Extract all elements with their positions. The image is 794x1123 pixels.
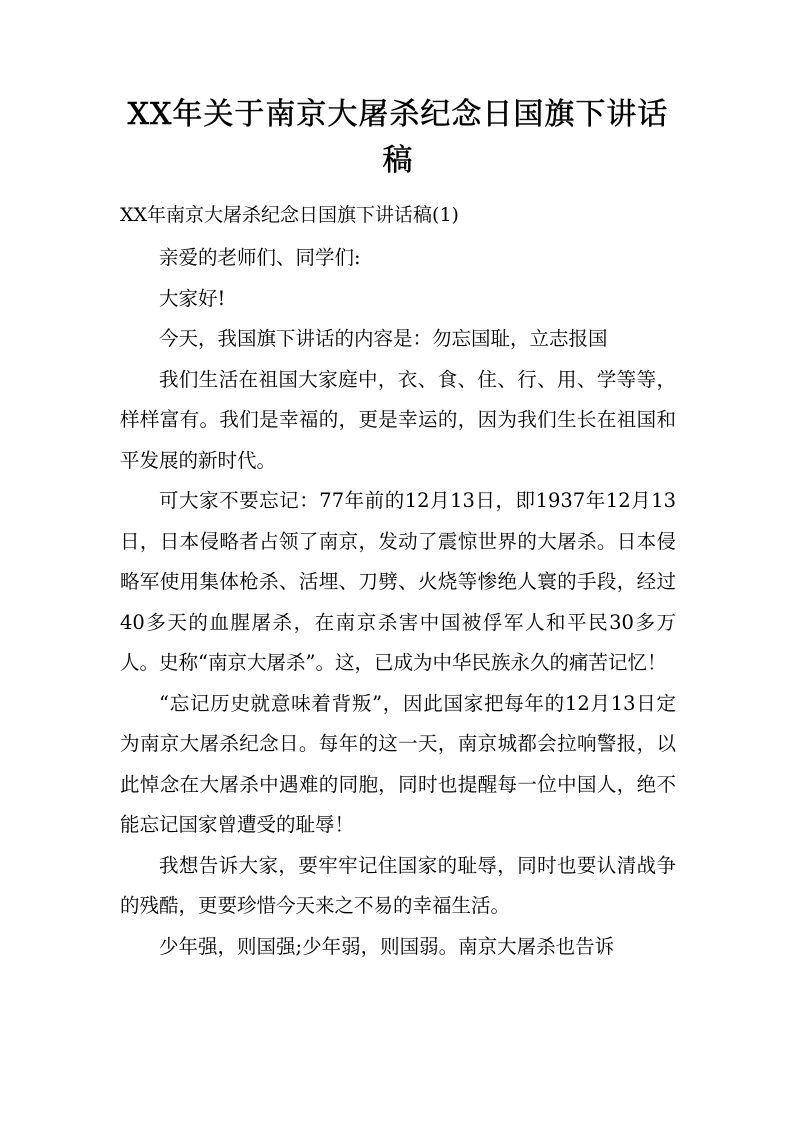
document-subtitle: XX年南京大屠杀纪念日国旗下讲话稿(1) — [120, 204, 459, 226]
paragraph-greeting-hello: 大家好! — [159, 286, 226, 310]
paragraph-happy-life: 我们生活在祖国大家庭中，衣、食、住、行、用、学等等，样样富有。我们是幸福的，更是幸运的，因为我们生长在祖国和平发展的新时代。 — [120, 367, 676, 472]
paragraph-greeting-audience: 亲爱的老师们、同学们: — [159, 246, 361, 269]
paragraph-topic: 今天，我国旗下讲话的内容是：勿忘国耻，立志报国 — [159, 327, 608, 350]
paragraph-remember: 我想告诉大家，要牢牢记住国家的耻辱，同时也要认清战争的残酷，更要珍惜今天来之不易的幸福生活。 — [120, 853, 676, 917]
document-title: XX年关于南京大屠杀纪念日国旗下讲话稿 — [127, 97, 669, 178]
paragraph-memorial-day: “忘记历史就意味着背叛”，因此国家把每年的12月13日定为南京大屠杀纪念日。每年的这一天，南京城都会拉响警报，以此悼念在大屠杀中遇难的同胞，同时也提醒每一位中国人，绝不能忘记国家曾遭受的耻辱！ — [120, 691, 676, 836]
paragraph-massacre-history: 可大家不要忘记：77年前的12月13日，即1937年12月13日，日本侵略者占领了南京，发动了震惊世界的大屠杀。日本侵略军使用集体枪杀、活埋、刀劈、火烧等惨绝人寰的手段，经过40多天的血腥屠杀，在南京杀害中国被俘军人和平民30多万人。史称“南京大屠杀”。这，已成为中华民族永久的痛苦记忆！ — [120, 489, 676, 674]
paragraph-youth-strong: 少年强，则国强;少年弱，则国弱。南京大屠杀也告诉 — [159, 934, 615, 958]
